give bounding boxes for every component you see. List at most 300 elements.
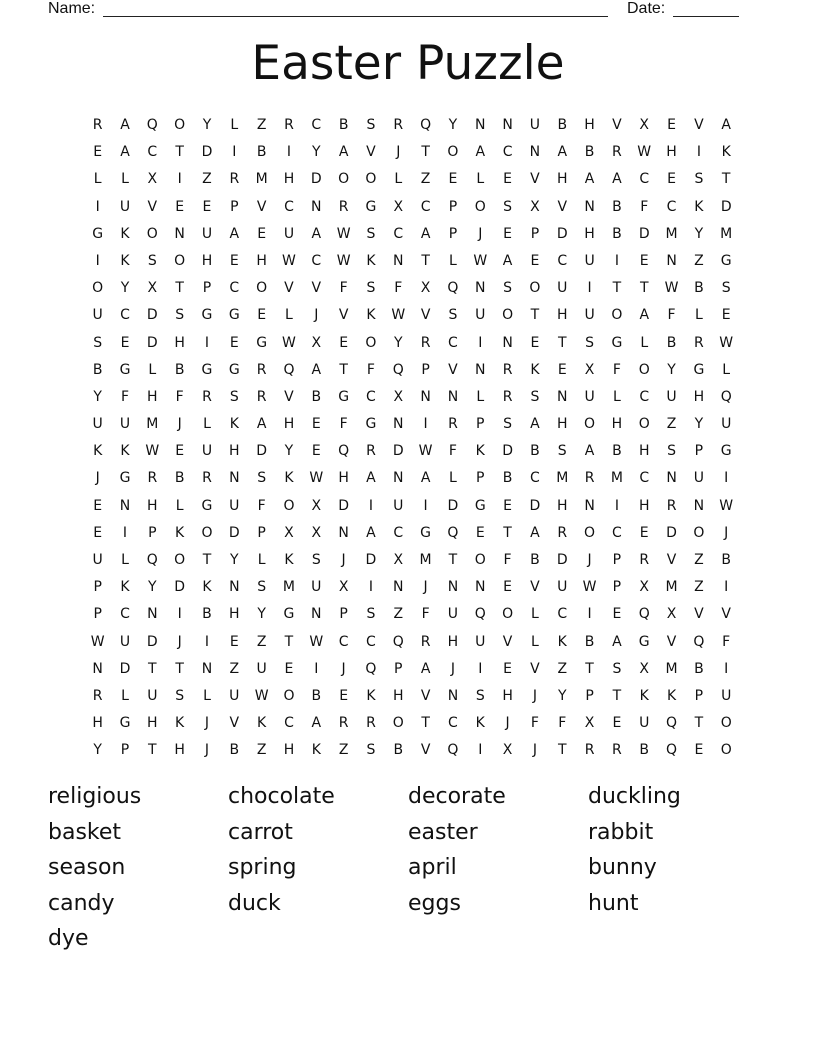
- grid-letter: T: [202, 552, 212, 568]
- grid-letter: D: [146, 633, 158, 650]
- grid-letter: R: [502, 361, 513, 378]
- grid-letter: E: [311, 443, 321, 460]
- grid-letter: H: [338, 470, 349, 487]
- grid-letter: N: [119, 497, 131, 514]
- grid-letter: K: [666, 687, 677, 704]
- grid-letter: X: [311, 497, 322, 514]
- grid-letter: A: [502, 252, 513, 269]
- grid-letter: R: [584, 742, 595, 759]
- grid-letter: Z: [338, 742, 349, 759]
- grid-letter: B: [612, 443, 622, 460]
- grid-letter: H: [174, 742, 185, 759]
- grid-letter: V: [284, 388, 294, 405]
- grid-letter: A: [420, 470, 431, 487]
- grid-letter: X: [584, 715, 595, 732]
- grid-letter: P: [585, 687, 594, 704]
- grid-letter: W: [282, 334, 296, 351]
- word-list-item: season: [48, 855, 126, 880]
- word-list: [48, 779, 768, 957]
- word-list-item: easter: [408, 819, 478, 845]
- grid-letter: N: [584, 497, 595, 514]
- grid-letter: O: [502, 307, 514, 324]
- grid-letter: M: [146, 416, 159, 433]
- grid-letter: G: [693, 361, 705, 378]
- grid-letter: C: [284, 715, 294, 732]
- grid-letter: Q: [720, 388, 732, 405]
- grid-letter: K: [639, 687, 649, 704]
- grid-letter: U: [283, 225, 295, 242]
- grid-letter: V: [502, 633, 513, 650]
- grid-letter: T: [175, 660, 184, 677]
- grid-letter: D: [310, 171, 322, 188]
- grid-letter: O: [392, 715, 404, 732]
- grid-row: [84, 194, 740, 221]
- grid-letter: E: [229, 334, 239, 351]
- grid-letter: F: [640, 198, 649, 215]
- grid-letter: I: [368, 497, 374, 514]
- grid-letter: A: [338, 144, 349, 161]
- grid-letter: S: [448, 307, 458, 324]
- grid-letter: N: [393, 252, 404, 269]
- grid-letter: W: [336, 252, 351, 269]
- grid-letter: R: [639, 552, 650, 568]
- grid-letter: P: [93, 579, 102, 596]
- grid-letter: N: [311, 606, 322, 623]
- grid-letter: L: [640, 334, 649, 351]
- grid-letter: N: [584, 198, 595, 215]
- grid-letter: V: [420, 742, 431, 759]
- grid-letter: E: [339, 334, 349, 351]
- grid-letter: R: [612, 144, 622, 161]
- grid-letter: L: [93, 171, 102, 188]
- grid-letter: S: [612, 660, 622, 677]
- grid-letter: G: [638, 633, 650, 650]
- grid-letter: P: [476, 470, 485, 487]
- grid-letter: H: [201, 252, 213, 269]
- grid-letter: M: [665, 660, 678, 677]
- grid-letter: N: [666, 470, 677, 487]
- grid-letter: X: [639, 117, 650, 133]
- word-list-item: candy: [48, 890, 115, 916]
- grid-letter: H: [638, 497, 650, 514]
- grid-letter: B: [174, 361, 185, 378]
- grid-letter: O: [338, 171, 350, 188]
- grid-letter: U: [721, 687, 732, 704]
- grid-letter: H: [556, 416, 568, 433]
- grid-letter: S: [366, 117, 376, 133]
- grid-letter: N: [666, 252, 677, 269]
- grid-letter: R: [420, 633, 431, 650]
- grid-letter: B: [530, 443, 540, 460]
- grid-letter: N: [393, 416, 404, 433]
- grid-letter: J: [505, 715, 510, 732]
- grid-letter: U: [119, 416, 131, 433]
- grid-letter: M: [610, 470, 623, 487]
- grid-letter: H: [229, 606, 240, 623]
- grid-letter: B: [721, 552, 732, 568]
- grid-letter: P: [421, 361, 430, 378]
- grid-letter: B: [229, 742, 240, 759]
- grid-letter: M: [556, 470, 569, 487]
- grid-letter: P: [694, 687, 704, 704]
- grid-letter: H: [283, 171, 295, 188]
- grid-letter: T: [612, 280, 622, 297]
- grid-letter: R: [448, 416, 458, 433]
- grid-letter: U: [201, 225, 213, 242]
- grid-letter: P: [394, 660, 403, 677]
- grid-row: [84, 384, 740, 411]
- grid-letter: T: [175, 144, 184, 161]
- grid-letter: Q: [447, 524, 459, 541]
- grid-letter: I: [177, 171, 182, 188]
- grid-letter: R: [612, 742, 622, 759]
- grid-letter: Z: [694, 252, 704, 269]
- grid-letter: A: [256, 416, 267, 433]
- grid-letter: K: [229, 416, 239, 433]
- grid-letter: D: [720, 198, 732, 215]
- grid-letter: N: [201, 660, 213, 677]
- grid-letter: G: [474, 497, 486, 514]
- letter-grid: [84, 112, 740, 765]
- grid-row: [84, 357, 740, 384]
- grid-letter: O: [92, 280, 104, 297]
- grid-letter: Q: [447, 280, 459, 297]
- word-list-item: religious: [48, 784, 142, 809]
- grid-letter: F: [503, 552, 512, 568]
- grid-letter: F: [448, 443, 457, 460]
- grid-letter: V: [366, 144, 376, 161]
- grid-letter: U: [557, 280, 568, 297]
- grid-letter: X: [311, 524, 322, 541]
- grid-letter: P: [120, 742, 130, 759]
- grid-letter: U: [311, 579, 322, 596]
- grid-letter: I: [724, 470, 729, 487]
- grid-letter: V: [666, 552, 677, 568]
- grid-letter: V: [420, 687, 431, 704]
- grid-letter: Z: [229, 660, 240, 677]
- grid-letter: A: [311, 715, 322, 732]
- grid-letter: B: [694, 660, 704, 677]
- grid-letter: K: [366, 687, 376, 704]
- grid-letter: H: [256, 252, 267, 269]
- grid-letter: S: [503, 280, 513, 297]
- grid-letter: I: [478, 742, 483, 759]
- grid-letter: F: [421, 606, 430, 623]
- grid-letter: F: [667, 307, 676, 324]
- grid-letter: R: [256, 388, 267, 405]
- grid-letter: X: [639, 579, 650, 596]
- grid-letter: U: [92, 552, 103, 568]
- grid-letter: U: [119, 633, 131, 650]
- grid-letter: W: [473, 252, 488, 269]
- grid-letter: N: [557, 388, 568, 405]
- grid-letter: K: [475, 715, 485, 732]
- grid-letter: W: [309, 470, 324, 487]
- grid-letter: A: [721, 117, 731, 133]
- grid-letter: M: [282, 579, 295, 596]
- grid-letter: V: [256, 198, 267, 215]
- grid-letter: S: [366, 225, 376, 242]
- grid-letter: O: [693, 524, 705, 541]
- grid-letter: Y: [557, 687, 567, 704]
- grid-letter: F: [722, 633, 731, 650]
- grid-letter: S: [585, 334, 595, 351]
- grid-letter: W: [637, 144, 652, 161]
- grid-letter: K: [120, 252, 130, 269]
- grid-letter: I: [204, 334, 210, 351]
- grid-letter: Z: [202, 171, 212, 188]
- grid-letter: U: [475, 633, 486, 650]
- grid-letter: K: [284, 470, 294, 487]
- grid-letter: R: [666, 497, 677, 514]
- grid-letter: D: [666, 524, 677, 541]
- grid-letter: N: [338, 524, 349, 541]
- grid-letter: C: [311, 252, 322, 269]
- grid-letter: X: [147, 171, 158, 188]
- grid-letter: K: [284, 552, 294, 568]
- grid-letter: O: [174, 117, 186, 133]
- word-list-item: rabbit: [588, 819, 654, 845]
- grid-letter: S: [530, 388, 540, 405]
- grid-letter: A: [229, 225, 240, 242]
- grid-row: [84, 465, 740, 492]
- grid-letter: L: [476, 388, 485, 405]
- grid-letter: C: [284, 198, 294, 215]
- grid-letter: L: [285, 307, 293, 324]
- grid-letter: L: [148, 361, 157, 378]
- date-line: [673, 16, 739, 17]
- grid-letter: R: [420, 334, 431, 351]
- grid-letter: A: [311, 361, 322, 378]
- grid-letter: Y: [694, 416, 704, 433]
- grid-letter: D: [529, 497, 541, 514]
- grid-letter: G: [420, 524, 432, 541]
- grid-letter: K: [366, 252, 376, 269]
- grid-letter: Y: [93, 388, 102, 405]
- grid-letter: O: [474, 552, 486, 568]
- grid-row: [84, 411, 740, 438]
- grid-letter: U: [229, 687, 240, 704]
- grid-letter: B: [202, 606, 212, 623]
- grid-letter: U: [256, 660, 267, 677]
- grid-letter: Z: [393, 606, 404, 623]
- grid-letter: C: [147, 144, 158, 161]
- grid-letter: G: [119, 361, 131, 378]
- grid-letter: J: [532, 687, 537, 704]
- grid-letter: J: [314, 307, 319, 324]
- grid-letter: U: [475, 307, 486, 324]
- grid-letter: H: [447, 633, 459, 650]
- grid-letter: Y: [120, 280, 130, 297]
- grid-letter: C: [530, 470, 540, 487]
- grid-letter: C: [366, 388, 376, 405]
- name-label: Name:: [48, 0, 96, 17]
- grid-letter: E: [530, 334, 540, 351]
- grid-letter: Y: [312, 144, 321, 161]
- grid-letter: H: [611, 416, 623, 433]
- grid-letter: I: [696, 144, 701, 161]
- grid-letter: O: [720, 715, 732, 732]
- grid-letter: N: [529, 144, 541, 161]
- grid-letter: L: [175, 497, 184, 514]
- grid-row: [84, 710, 740, 737]
- grid-letter: C: [557, 252, 568, 269]
- grid-letter: G: [365, 198, 377, 215]
- grid-letter: Q: [392, 361, 404, 378]
- grid-letter: C: [366, 633, 376, 650]
- grid-letter: H: [147, 388, 158, 405]
- grid-letter: E: [530, 252, 540, 269]
- grid-letter: U: [119, 198, 131, 215]
- grid-letter: K: [557, 633, 567, 650]
- word-list-item: decorate: [408, 784, 506, 809]
- grid-letter: V: [694, 117, 704, 133]
- grid-letter: S: [311, 552, 321, 568]
- word-list-item: chocolate: [228, 784, 335, 809]
- grid-letter: C: [420, 198, 431, 215]
- grid-row: [84, 520, 740, 547]
- grid-letter: H: [283, 416, 295, 433]
- grid-letter: A: [612, 633, 622, 650]
- grid-letter: Z: [256, 633, 267, 650]
- grid-letter: G: [256, 334, 268, 351]
- grid-letter: R: [284, 117, 294, 133]
- grid-letter: K: [120, 443, 130, 460]
- grid-letter: V: [612, 117, 622, 133]
- grid-letter: U: [666, 388, 677, 405]
- grid-letter: D: [146, 307, 158, 324]
- grid-letter: H: [393, 687, 404, 704]
- grid-letter: B: [92, 361, 103, 378]
- grid-letter: G: [119, 715, 131, 732]
- grid-letter: V: [530, 660, 540, 677]
- grid-letter: A: [366, 524, 376, 541]
- grid-letter: K: [202, 579, 212, 596]
- grid-letter: Z: [420, 171, 431, 188]
- grid-row: [84, 656, 740, 683]
- grid-letter: P: [612, 579, 622, 596]
- grid-letter: R: [694, 334, 704, 351]
- grid-letter: O: [146, 225, 158, 242]
- grid-letter: I: [232, 144, 237, 161]
- grid-letter: H: [92, 715, 103, 732]
- grid-letter: E: [503, 171, 513, 188]
- grid-letter: K: [93, 443, 103, 460]
- grid-letter: Y: [230, 552, 239, 568]
- grid-letter: X: [338, 579, 349, 596]
- grid-letter: O: [638, 361, 650, 378]
- grid-letter: A: [530, 524, 540, 541]
- grid-letter: C: [448, 715, 458, 732]
- grid-letter: Q: [638, 606, 650, 623]
- grid-letter: V: [557, 198, 568, 215]
- grid-letter: O: [174, 552, 186, 568]
- grid-letter: G: [611, 334, 623, 351]
- grid-letter: A: [584, 171, 595, 188]
- grid-letter: V: [229, 715, 240, 732]
- grid-letter: L: [121, 687, 129, 704]
- grid-letter: E: [667, 171, 676, 188]
- grid-letter: H: [147, 497, 158, 514]
- grid-letter: C: [612, 524, 622, 541]
- grid-letter: R: [584, 470, 595, 487]
- grid-letter: S: [175, 687, 185, 704]
- grid-letter: O: [201, 524, 213, 541]
- grid-letter: U: [393, 497, 404, 514]
- grid-letter: S: [366, 606, 376, 623]
- grid-letter: K: [694, 198, 704, 215]
- grid-letter: D: [556, 552, 568, 568]
- grid-letter: T: [448, 552, 458, 568]
- grid-letter: L: [476, 171, 485, 188]
- grid-letter: B: [311, 687, 322, 704]
- grid-letter: H: [174, 334, 185, 351]
- grid-letter: K: [366, 307, 376, 324]
- grid-letter: L: [203, 416, 211, 433]
- grid-letter: N: [174, 225, 185, 242]
- grid-letter: T: [175, 280, 184, 297]
- grid-letter: Q: [666, 742, 678, 759]
- grid-letter: G: [720, 443, 732, 460]
- grid-letter: E: [339, 687, 349, 704]
- grid-letter: K: [311, 742, 321, 759]
- grid-letter: L: [121, 552, 129, 568]
- grid-letter: K: [475, 443, 485, 460]
- grid-letter: Q: [283, 361, 295, 378]
- grid-letter: E: [503, 225, 513, 242]
- grid-letter: Q: [447, 742, 459, 759]
- grid-letter: W: [719, 497, 734, 514]
- grid-letter: E: [93, 144, 103, 161]
- grid-letter: K: [257, 715, 267, 732]
- grid-letter: R: [202, 388, 212, 405]
- grid-letter: I: [587, 280, 592, 297]
- grid-letter: D: [556, 225, 568, 242]
- grid-letter: G: [365, 416, 377, 433]
- grid-letter: T: [639, 280, 649, 297]
- grid-letter: T: [557, 334, 567, 351]
- grid-letter: R: [338, 198, 349, 215]
- grid-letter: N: [475, 361, 486, 378]
- grid-letter: X: [311, 334, 322, 351]
- grid-letter: S: [557, 443, 567, 460]
- grid-letter: E: [202, 198, 212, 215]
- grid-letter: U: [447, 606, 459, 623]
- grid-letter: I: [314, 660, 319, 677]
- grid-letter: G: [228, 307, 240, 324]
- grid-letter: B: [393, 742, 404, 759]
- grid-letter: H: [638, 443, 650, 460]
- grid-letter: U: [557, 579, 568, 596]
- grid-letter: T: [612, 687, 622, 704]
- grid-letter: H: [584, 117, 595, 133]
- grid-letter: B: [311, 388, 322, 405]
- grid-letter: X: [147, 280, 158, 297]
- grid-letter: S: [93, 334, 103, 351]
- grid-letter: O: [365, 334, 377, 351]
- word-list-item: carrot: [228, 819, 293, 845]
- grid-letter: R: [338, 715, 349, 732]
- grid-letter: D: [146, 334, 158, 351]
- grid-letter: V: [530, 171, 540, 188]
- grid-letter: L: [694, 307, 703, 324]
- word-list-item: bunny: [588, 855, 657, 880]
- grid-letter: E: [639, 524, 649, 541]
- grid-letter: J: [177, 416, 182, 433]
- grid-letter: H: [556, 171, 568, 188]
- grid-letter: X: [639, 660, 650, 677]
- grid-letter: D: [365, 552, 377, 568]
